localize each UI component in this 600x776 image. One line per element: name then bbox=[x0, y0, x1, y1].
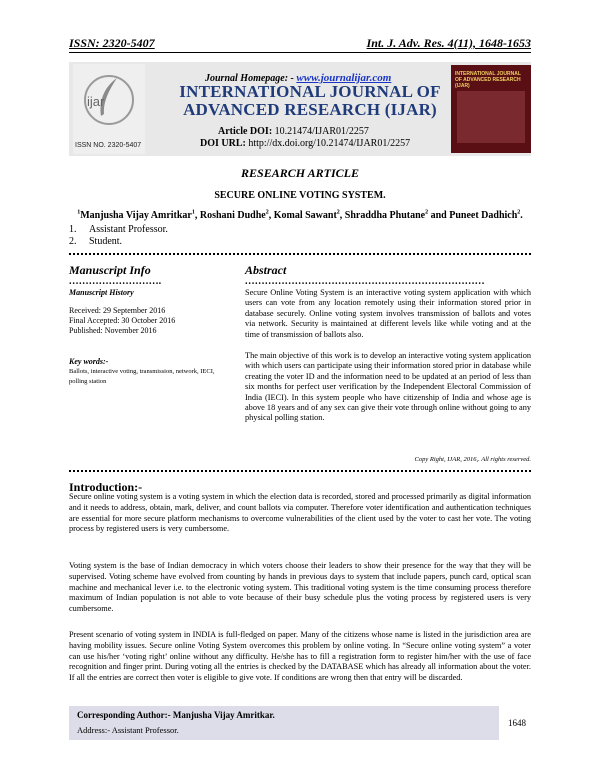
homepage-link[interactable]: www.journalijar.com bbox=[296, 72, 392, 84]
copyright-note: Copy Right, IJAR, 2016,. All rights reserved. bbox=[414, 456, 531, 463]
logo-text: ijar bbox=[87, 94, 105, 109]
doi-url-value[interactable]: http://dx.doi.org/10.21474/IJAR01/2257 bbox=[248, 138, 411, 149]
final-accepted-date: Final Accepted: 30 October 2016 bbox=[69, 316, 176, 325]
author: Roshani Dudhe$^2$, bbox=[199, 210, 272, 222]
citation-header: Int. J. Adv. Res. 4(11), 1648-1653 bbox=[366, 36, 531, 50]
introduction-paragraph-2: Voting system is the base of Indian democracy in which voters choose their leaders to show their presence for the way that they will be supervised. Voting scheme have evolved from counting by hands in previous days to system that include papers, punch card, optical scan machine and mechanical lever i.e. to the electronic voting system. This traditional voting system is the time consuming process therefore maximum of Indian population is not able to vote because of their busy schedule plus the voting process by registered users is very cumbersome. bbox=[69, 561, 531, 614]
divider-bottom bbox=[69, 470, 531, 478]
keywords: Ballots, interactive voting, transmission, network, IECI, polling station bbox=[69, 368, 215, 385]
journal-logo bbox=[73, 64, 145, 154]
abstract-paragraph-1: Secure Online Voting System is an interactive voting system application with which users can vote from any location remotely using their information stored prior in database securely. Online voting system involves transmission of ballots and votes via network. Security is maintained at different levels like while voting and at the time of transmission of ballots also. bbox=[245, 288, 531, 339]
affiliation-item: 2. Student. bbox=[69, 236, 123, 247]
article-title: SECURE ONLINE VOTING SYSTEM. bbox=[214, 190, 386, 201]
author: Komal Sawant$^2$, bbox=[273, 210, 343, 222]
corresponding-author: Corresponding Author:- Manjusha Vijay Amritkar. bbox=[77, 710, 275, 720]
author: Shraddha Phutane$^2$ and bbox=[344, 210, 447, 222]
article-doi bbox=[218, 126, 369, 137]
journal-cover-thumbnail bbox=[451, 65, 531, 153]
author: $^1$Manjusha Vijay Amritkar$^1$, bbox=[77, 210, 198, 222]
journal-title-line1: INTERNATIONAL JOURNAL OF bbox=[179, 82, 441, 101]
journal-title bbox=[175, 83, 445, 119]
cover-art bbox=[457, 91, 525, 143]
published-date: Published: November 2016 bbox=[69, 326, 157, 335]
affiliation-item: 1. Assistant Professor. bbox=[69, 224, 168, 235]
corresponding-author-box bbox=[69, 706, 499, 740]
introduction-heading: Introduction:- bbox=[69, 480, 143, 494]
quill-icon bbox=[73, 64, 145, 154]
article-doi-value: 10.21474/IJAR01/2257 bbox=[274, 126, 369, 137]
received-date: Received: 29 September 2016 bbox=[69, 306, 166, 315]
journal-title-line2: ADVANCED RESEARCH (IJAR) bbox=[183, 100, 437, 119]
manuscript-dates bbox=[69, 306, 229, 336]
doi-url-label: DOI URL: bbox=[200, 138, 246, 149]
page-number: 1648 bbox=[508, 718, 526, 728]
logo-issn: ISSN NO. 2320-5407 bbox=[75, 142, 142, 149]
article-type: RESEARCH ARTICLE bbox=[241, 166, 359, 180]
divider-top bbox=[69, 253, 531, 261]
issn-header: ISSN: 2320-5407 bbox=[69, 36, 155, 50]
author-list bbox=[0, 210, 600, 221]
cover-title: INTERNATIONAL JOURNAL OF ADVANCED RESEARCH (IJAR) bbox=[455, 71, 521, 89]
introduction-paragraph-3: Present scenario of voting system in INDIA is full-fledged on paper. Many of the citizens whose name is listed in the jurisdiction area are having mobility issues. Secure online Voting System overcomes this problem by online voting. In “Secure online voting system” a voter can use his/her ‘voting right’ online without any difficulty. He/she has to fill a registration form to register him/her with the use of face recognition and finger print. During voting all the entries is checked by the DATABASE which has already all information about the voter. If all the entries are correct then voter is eligible to give vote. If conditions are wrong then that entry will be discarded. bbox=[69, 630, 531, 683]
keywords-label: Key words:- bbox=[69, 357, 109, 366]
homepage-label: Journal Homepage: - bbox=[205, 73, 294, 84]
manuscript-history-label: Manuscript History bbox=[69, 288, 134, 297]
corresponding-address: Address:- Assistant Professor. bbox=[77, 725, 179, 735]
abstract-dots: ……………………………………………………………… bbox=[245, 276, 485, 287]
author: Puneet Dadhich$^2$. bbox=[449, 210, 523, 222]
abstract-heading: Abstract bbox=[245, 263, 287, 277]
header-rule bbox=[69, 52, 531, 53]
introduction-paragraph-1: Secure online voting system is a voting system in which the election data is recorded, stored and processed primarily as digital information and it needs to address, obtain, mark, deliver, and count ballots via computer. Therefore voter identification and authentication techniques are essential for more secure platform mechanisms to overcome vulnerabilities of the client used by the voter to cast her vote. The voting process by registered users is very cumbersome. bbox=[69, 492, 531, 534]
abstract-paragraph-2: The main objective of this work is to develop an interactive voting system application with which users can participate using their information stored prior in database while creating the voter ID and the information need to be updated at an period of less than six months for perfect user verification by the Independent Electoral Commission of India (IECI). In this system people who have citizenship of India and whose age is above 18 years and of any sex can give their vote through online without going to any physical polling station. bbox=[245, 351, 531, 423]
manuscript-dots: ………………………. bbox=[69, 276, 162, 287]
manuscript-info-heading: Manuscript Info bbox=[69, 263, 151, 277]
affiliations bbox=[69, 224, 168, 248]
doi-url bbox=[200, 138, 410, 149]
article-doi-label: Article DOI: bbox=[218, 126, 273, 137]
